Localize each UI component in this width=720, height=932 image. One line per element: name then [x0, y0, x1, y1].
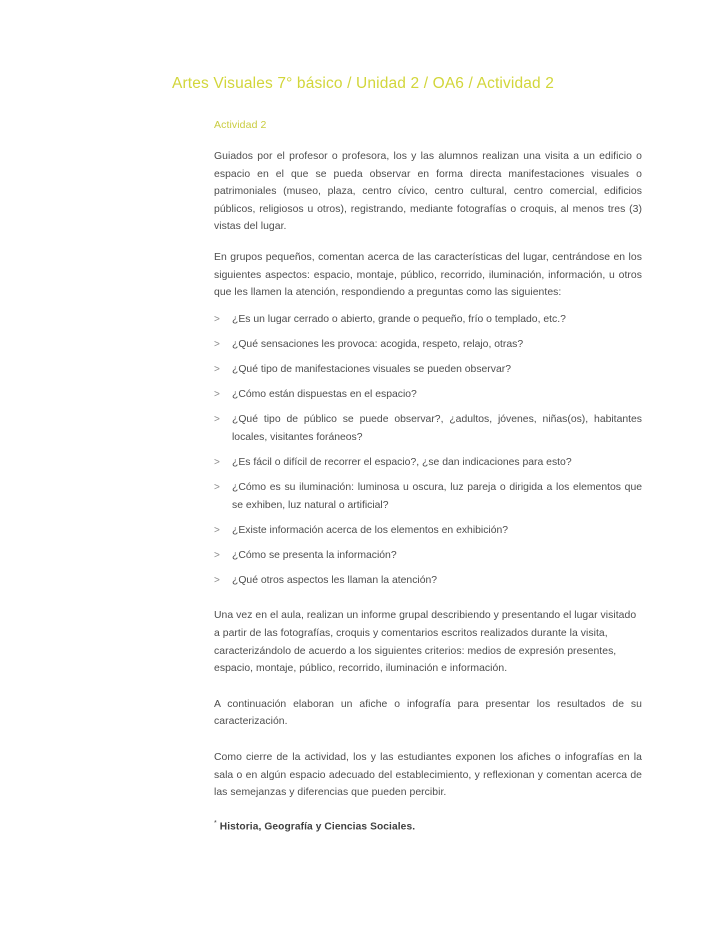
paragraph-groups: En grupos pequeños, comentan acerca de las características del lugar, centrándose en los siguientes aspectos: espacio, montaje, público, recorrido, iluminación, información, u otros que les llamen la atención, respondiendo a preguntas como las siguientes:	[214, 251, 642, 299]
list-item-text: ¿Qué tipo de manifestaciones visuales se pueden observar?	[232, 363, 511, 375]
list-item	[214, 361, 642, 379]
paragraph-closing: Como cierre de la actividad, los y las estudiantes exponen los afiches o infografías en la sala o en algún espacio adecuado del establecimiento, y reflexionan y comentan acerca de las semejanzas y diferencias que pueden percibir.	[214, 751, 642, 799]
page-title: Artes Visuales 7° básico / Unidad 2 / OA6 / Actividad 2	[172, 75, 555, 92]
document-content	[214, 118, 642, 835]
list-item-text: ¿Qué tipo de público se puede observar?, ¿adultos, jóvenes, niñas(os), habitantes locales, visitantes foráneos?	[232, 414, 642, 443]
list-item-text: ¿Cómo están dispuestas en el espacio?	[232, 389, 417, 401]
chevron-right-icon: >	[214, 574, 220, 586]
footnote-marker: *	[214, 819, 217, 827]
list-item-text: ¿Qué otros aspectos les llaman la atención?	[232, 574, 438, 586]
list-item-text: ¿Cómo se presenta la información?	[232, 549, 397, 561]
paragraph-report: Una vez en el aula, realizan un informe grupal describiendo y presentando el lugar visitado a partir de las fotografías, croquis y comentarios escritos realizados durante la visita, caracterizándolo de acuerdo a los siguientes criterios: medios de expresión presentes, espacio, montaje, público, recorrido, iluminación e información.	[214, 610, 637, 675]
chevron-right-icon: >	[214, 481, 220, 493]
chevron-right-icon: >	[214, 549, 220, 561]
chevron-right-icon: >	[214, 414, 220, 426]
list-item	[214, 454, 642, 472]
list-item	[214, 386, 642, 404]
section-title: Actividad 2	[214, 119, 267, 131]
list-item-text: ¿Es un lugar cerrado o abierto, grande o pequeño, frío o templado, etc.?	[232, 313, 566, 325]
footnote-text: Historia, Geografía y Ciencias Sociales.	[219, 821, 416, 833]
list-item	[214, 479, 642, 514]
list-item-text: ¿Cómo es su iluminación: luminosa u oscura, luz pareja o dirigida a los elementos que se exhiben, luz natural o artificial?	[232, 481, 642, 511]
chevron-right-icon: >	[214, 389, 220, 401]
list-item-text: ¿Existe información acerca de los elementos en exhibición?	[232, 524, 509, 536]
list-item	[214, 311, 642, 329]
footnote	[214, 816, 642, 835]
list-item	[214, 336, 642, 354]
list-item	[214, 411, 642, 446]
paragraph-intro: Guiados por el profesor o profesora, los y las alumnos realizan una visita a un edificio o espacio en el que se pueda observar en forma directa manifestaciones visuales o patrimoniales (museo, plaza, centro cívico, centro cultural, centro comercial, edificios públicos, religiosos u otros), registrando, mediante fotografías o croquis, al menos tres (3) vistas del lugar.	[214, 151, 642, 233]
list-item-text: ¿Es fácil o difícil de recorrer el espacio?, ¿se dan indicaciones para esto?	[232, 456, 572, 468]
chevron-right-icon: >	[214, 456, 220, 468]
list-item-text: ¿Qué sensaciones les provoca: acogida, respeto, relajo, otras?	[232, 338, 524, 350]
chevron-right-icon: >	[214, 338, 220, 350]
list-item	[214, 547, 642, 565]
chevron-right-icon: >	[214, 524, 220, 536]
list-item	[214, 522, 642, 540]
chevron-right-icon: >	[214, 363, 220, 375]
question-list	[214, 311, 642, 590]
chevron-right-icon: >	[214, 313, 220, 325]
paragraph-poster: A continuación elaboran un afiche o infografía para presentar los resultados de su caracterización.	[214, 698, 642, 728]
list-item	[214, 572, 642, 590]
